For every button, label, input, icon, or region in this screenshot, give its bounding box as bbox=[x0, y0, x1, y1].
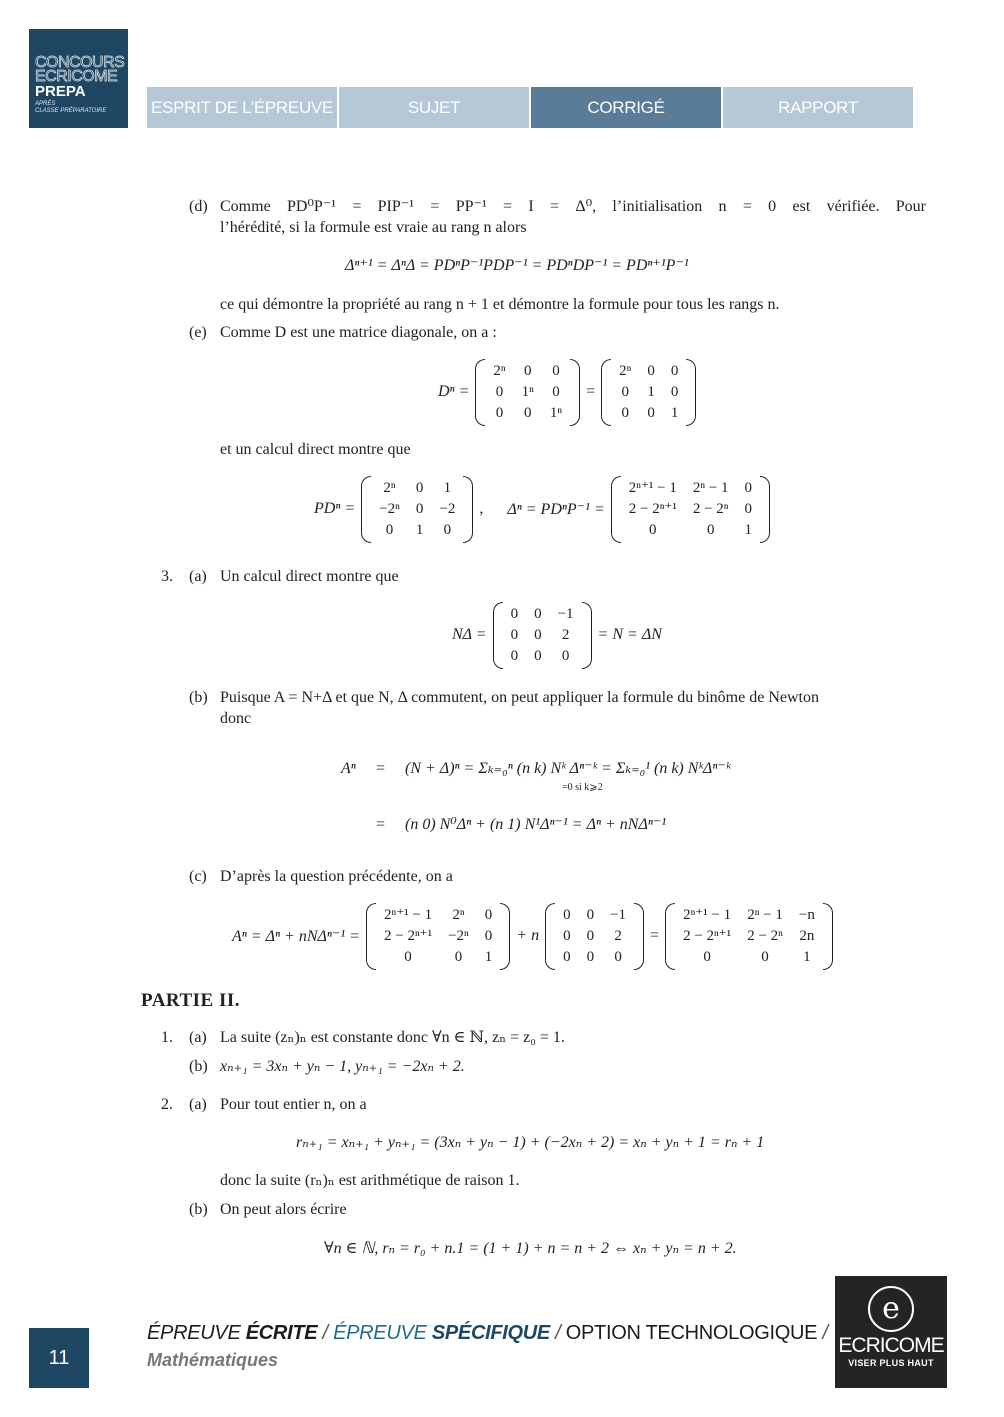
3b-eq2-rhs: (n 0) N⁰Δⁿ + (n 1) N¹Δⁿ⁻¹ = Δⁿ + nNΔⁿ⁻¹ bbox=[405, 816, 667, 833]
logo-line-apres: APRÈS bbox=[35, 101, 56, 107]
matrix-cell: 1 bbox=[443, 479, 452, 496]
matrix-cell: 0 bbox=[563, 927, 571, 944]
section-tabs bbox=[147, 87, 913, 128]
matrix-cell: −2ⁿ bbox=[448, 927, 469, 944]
3b-line-1: Puisque A = N+Δ et que N, Δ commutent, on peut appliquer la formule du binôme de Newton bbox=[220, 689, 819, 706]
matrix-cell: 2 − 2ⁿ⁺¹ bbox=[628, 500, 677, 517]
2a-text: Pour tout entier n, on a bbox=[220, 1096, 367, 1113]
matrix-bracket-left bbox=[545, 903, 555, 970]
matrix-cell: 1 bbox=[744, 521, 753, 538]
e-Deltan-lhs: Δⁿ = PDⁿP⁻¹ = bbox=[507, 501, 605, 518]
matrix-bracket-left bbox=[361, 476, 371, 543]
matrix-body bbox=[371, 478, 463, 541]
matrix bbox=[601, 359, 696, 426]
logo-line-classe: CLASSE PRÉPARATOIRE bbox=[35, 108, 107, 114]
matrix-row bbox=[503, 646, 582, 667]
equals-sign: = bbox=[376, 816, 386, 833]
matrix-row bbox=[611, 403, 686, 424]
item-label-2b: (b) bbox=[189, 1201, 208, 1218]
part-title: PARTIE II. bbox=[141, 990, 240, 1011]
item-label-d: (d) bbox=[189, 198, 208, 215]
matrix-row bbox=[621, 520, 760, 541]
matrix-row bbox=[371, 478, 463, 499]
matrix-cell: 0 bbox=[621, 383, 629, 400]
matrix-cell: 0 bbox=[510, 647, 519, 664]
matrix bbox=[611, 476, 770, 543]
matrix-cell: 2ⁿ − 1 bbox=[747, 906, 783, 923]
equals-sign: = bbox=[586, 383, 596, 400]
2b-equation: ∀n ∈ ℕ, rₙ = r₀ + n.1 = (1 + 1) + n = n + 2 ⇔ xₙ + yₙ = n + 2. bbox=[324, 1240, 737, 1257]
matrix-cell: 0 bbox=[495, 404, 504, 421]
matrix-cell: 0 bbox=[404, 948, 412, 965]
item-label-3a: (a) bbox=[189, 568, 207, 585]
matrix-row bbox=[555, 905, 634, 926]
matrix-row bbox=[675, 926, 823, 947]
3c-equation bbox=[226, 901, 833, 971]
matrix-body bbox=[621, 478, 760, 541]
logo-line-prepa: PREPA bbox=[35, 83, 86, 100]
matrix-cell: 0 bbox=[523, 362, 532, 379]
matrix-cell: −2 bbox=[439, 500, 456, 517]
matrix-row bbox=[621, 478, 760, 499]
logo-line-concours: CONCOURS bbox=[35, 54, 125, 71]
matrix-bracket-left bbox=[475, 359, 485, 426]
footer-word-specifique: SPÉCIFIQUE bbox=[431, 1322, 550, 1344]
footer-word-ecrite: ÉCRITE bbox=[245, 1322, 318, 1344]
matrix-cell: 0 bbox=[563, 948, 571, 965]
matrix-row bbox=[675, 905, 823, 926]
d-line-1: Comme PD⁰P⁻¹ = PIP⁻¹ = PP⁻¹ = I = Δ⁰, l’initialisation n = 0 est vérifiée. Pour bbox=[220, 198, 926, 215]
footer-separator: / bbox=[817, 1322, 828, 1344]
3b-eq1-rhs: (N + Δ)ⁿ = Σₖ₌₀ⁿ (n k) Nᵏ Δⁿ⁻ᵏ = Σₖ₌₀¹ (n k) NᵏΔⁿ⁻ᵏ bbox=[405, 760, 731, 777]
matrix-row bbox=[503, 625, 582, 646]
matrix-cell: 0 bbox=[552, 383, 560, 400]
e-logo-icon: e bbox=[868, 1286, 914, 1332]
matrix-body bbox=[485, 361, 570, 424]
equals-sign: = bbox=[650, 927, 660, 944]
matrix-bracket-left bbox=[601, 359, 611, 426]
matrix-cell: −2ⁿ bbox=[379, 500, 400, 517]
matrix-cell: 2ⁿ bbox=[452, 906, 465, 923]
item-label-2: 2. bbox=[161, 1096, 173, 1113]
matrix-row bbox=[485, 361, 570, 382]
matrix-cell: 2ⁿ⁺¹ − 1 bbox=[683, 906, 732, 923]
e-PDn-equation bbox=[308, 474, 770, 544]
matrix bbox=[493, 602, 592, 669]
matrix-cell: 0 bbox=[385, 521, 394, 538]
matrix-bracket-right bbox=[634, 903, 644, 970]
matrix-cell: 2 − 2ⁿ bbox=[692, 500, 729, 517]
matrix-body bbox=[675, 905, 823, 968]
matrix-bracket-right bbox=[463, 476, 473, 543]
2b-text: On peut alors écrire bbox=[220, 1201, 347, 1218]
matrix-cell: 0 bbox=[647, 362, 655, 379]
matrix-cell: −1 bbox=[610, 906, 627, 923]
matrix-row bbox=[485, 382, 570, 403]
matrix-row bbox=[371, 499, 463, 520]
matrix-cell: 0 bbox=[510, 626, 519, 643]
matrix-cell: 2 − 2ⁿ⁺¹ bbox=[383, 927, 433, 944]
matrix-cell: 0 bbox=[484, 906, 493, 923]
tab-corrige[interactable]: CORRIGÉ bbox=[531, 87, 721, 128]
matrix-cell: 0 bbox=[706, 521, 715, 538]
matrix-cell: 1 bbox=[415, 521, 424, 538]
e-Dn-lhs: Dⁿ = bbox=[438, 383, 470, 400]
matrix-cell: 1 bbox=[647, 383, 655, 400]
d-line-3: ce qui démontre la propriété au rang n + 1 et démontre la formule pour tous les rangs n. bbox=[220, 296, 780, 313]
footer-word-epreuve-2: ÉPREUVE bbox=[333, 1322, 432, 1344]
matrix-cell: 0 bbox=[649, 521, 657, 538]
e-line-1: Comme D est une matrice diagonale, on a : bbox=[220, 324, 497, 341]
matrix bbox=[475, 359, 580, 426]
d-equation: Δⁿ⁺¹ = ΔⁿΔ = PDⁿP⁻¹PDP⁻¹ = PDⁿDP⁻¹ = PDⁿ⁺¹P⁻¹ bbox=[345, 257, 689, 274]
item-label-1: 1. bbox=[161, 1029, 173, 1046]
matrix-cell: 2ⁿ bbox=[493, 362, 506, 379]
matrix bbox=[545, 903, 644, 970]
exam-type-line bbox=[147, 1322, 828, 1345]
matrix-row bbox=[376, 926, 500, 947]
matrix-cell: 2 bbox=[614, 927, 622, 944]
1a-text: La suite (zₙ)ₙ est constante donc ∀n ∈ ℕ, zₙ = z₀ = 1. bbox=[220, 1029, 565, 1046]
matrix-cell: 0 bbox=[523, 404, 532, 421]
ecricome-prepa-logo bbox=[29, 29, 128, 128]
matrix-cell: 0 bbox=[484, 927, 493, 944]
matrix-bracket-right bbox=[760, 476, 770, 543]
matrix-cell: 0 bbox=[670, 362, 679, 379]
3c-plus-n: + n bbox=[516, 927, 540, 944]
3b-underbrace-note: =0 si k⩾2 bbox=[562, 782, 603, 793]
matrix-body bbox=[611, 361, 686, 424]
matrix-bracket-left bbox=[665, 903, 675, 970]
matrix-body bbox=[376, 905, 500, 968]
matrix-row bbox=[675, 947, 823, 968]
page-number: 11 bbox=[29, 1328, 89, 1388]
matrix-bracket-right bbox=[500, 903, 510, 970]
matrix-cell: 1ⁿ bbox=[549, 404, 563, 421]
matrix-row bbox=[621, 499, 760, 520]
matrix-cell: −n bbox=[798, 906, 815, 923]
comma: , bbox=[479, 500, 484, 517]
matrix-bracket-left bbox=[493, 602, 503, 669]
matrix-cell: 0 bbox=[443, 521, 452, 538]
matrix-cell: 2ⁿ bbox=[619, 362, 632, 379]
3c-line-1: D’après la question précédente, on a bbox=[220, 868, 453, 885]
matrix-cell: 2ⁿ⁺¹ − 1 bbox=[383, 906, 433, 923]
matrix-row bbox=[611, 382, 686, 403]
item-label-2a: (a) bbox=[189, 1096, 207, 1113]
matrix-cell: 0 bbox=[415, 500, 424, 517]
e-Dn-equation bbox=[432, 357, 696, 427]
matrix-cell: 2 − 2ⁿ bbox=[747, 927, 783, 944]
matrix-cell: −1 bbox=[557, 605, 574, 622]
matrix-cell: 2ⁿ − 1 bbox=[692, 479, 729, 496]
matrix-bracket-right bbox=[570, 359, 580, 426]
footer-separator: / bbox=[317, 1322, 334, 1344]
1b-text: xₙ₊₁ = 3xₙ + yₙ − 1, yₙ₊₁ = −2xₙ + 2. bbox=[220, 1058, 465, 1075]
3a-lhs: NΔ = bbox=[452, 626, 487, 643]
matrix-cell: 0 bbox=[510, 605, 519, 622]
matrix-cell: 0 bbox=[415, 479, 424, 496]
matrix-cell: 1 bbox=[670, 404, 679, 421]
matrix-cell: 0 bbox=[495, 383, 504, 400]
subject-name: Mathématiques bbox=[147, 1350, 279, 1370]
matrix-cell: 2 bbox=[561, 626, 570, 643]
matrix-cell: 0 bbox=[761, 948, 769, 965]
matrix-body bbox=[555, 905, 634, 968]
brand-slogan: VISER PLUS HAUT bbox=[848, 1358, 934, 1368]
matrix-cell: 0 bbox=[586, 906, 595, 923]
e-PDn-lhs: PDⁿ = bbox=[314, 500, 356, 517]
matrix-row bbox=[376, 905, 500, 926]
2a-equation: rₙ₊₁ = xₙ₊₁ + yₙ₊₁ = (3xₙ + yₙ − 1) + (−2xₙ + 2) = xₙ + yₙ + 1 = rₙ + 1 bbox=[296, 1134, 765, 1151]
matrix-row bbox=[376, 947, 500, 968]
matrix-row bbox=[485, 403, 570, 424]
3b-line-2: donc bbox=[220, 710, 252, 727]
logo-line-ecricome: ECRICOME bbox=[35, 68, 118, 85]
footer-separator: / bbox=[549, 1322, 566, 1344]
matrix-cell: 2ⁿ⁺¹ − 1 bbox=[628, 479, 677, 496]
3a-line-1: Un calcul direct montre que bbox=[220, 568, 399, 585]
tab-rapport[interactable]: RAPPORT bbox=[723, 87, 913, 128]
matrix-cell: 0 bbox=[563, 906, 571, 923]
matrix-body bbox=[503, 604, 582, 667]
e-line-2: et un calcul direct montre que bbox=[220, 441, 411, 458]
equals-sign: = bbox=[376, 760, 386, 777]
matrix-cell: 0 bbox=[586, 927, 595, 944]
ecricome-brand-logo bbox=[835, 1276, 947, 1388]
matrix-bracket-left bbox=[611, 476, 621, 543]
matrix-row bbox=[503, 604, 582, 625]
3a-equation bbox=[446, 600, 668, 670]
matrix-cell: 0 bbox=[621, 404, 629, 421]
matrix-cell: 0 bbox=[534, 605, 542, 622]
matrix-cell: 0 bbox=[534, 647, 542, 664]
matrix-cell: 0 bbox=[670, 383, 679, 400]
matrix-bracket-left bbox=[366, 903, 376, 970]
matrix-row bbox=[611, 361, 686, 382]
matrix bbox=[366, 903, 510, 970]
3c-lhs: Aⁿ = Δⁿ + nNΔⁿ⁻¹ = bbox=[232, 928, 360, 945]
matrix-cell: 0 bbox=[647, 404, 655, 421]
matrix-cell: 2 − 2ⁿ⁺¹ bbox=[683, 927, 732, 944]
matrix bbox=[665, 903, 833, 970]
tab-sujet[interactable]: SUJET bbox=[339, 87, 529, 128]
matrix-row bbox=[371, 520, 463, 541]
matrix-cell: 0 bbox=[744, 479, 753, 496]
matrix-cell: 0 bbox=[744, 500, 753, 517]
matrix-cell: 1 bbox=[484, 948, 493, 965]
matrix-cell: 0 bbox=[586, 948, 595, 965]
matrix-cell: 0 bbox=[614, 948, 622, 965]
matrix-cell: 0 bbox=[703, 948, 711, 965]
matrix-cell: 0 bbox=[561, 647, 570, 664]
item-label-1a: (a) bbox=[189, 1029, 207, 1046]
matrix-cell: 0 bbox=[454, 948, 463, 965]
item-label-3b: (b) bbox=[189, 689, 208, 706]
item-label-e: (e) bbox=[189, 324, 207, 341]
matrix-cell: 0 bbox=[552, 362, 560, 379]
matrix-bracket-right bbox=[686, 359, 696, 426]
matrix-cell: 0 bbox=[534, 626, 542, 643]
matrix-row bbox=[555, 947, 634, 968]
3a-rhs: = N = ΔN bbox=[597, 626, 662, 643]
footer-option: OPTION TECHNOLOGIQUE bbox=[565, 1322, 818, 1344]
brand-name: ECRICOME bbox=[838, 1334, 944, 1357]
2a-line-2: donc la suite (rₙ)ₙ est arithmétique de raison 1. bbox=[220, 1172, 520, 1189]
matrix-bracket-right bbox=[582, 602, 592, 669]
d-line-2: l’hérédité, si la formule est vraie au rang n alors bbox=[220, 219, 527, 236]
item-label-1b: (b) bbox=[189, 1058, 208, 1075]
matrix-bracket-right bbox=[823, 903, 833, 970]
matrix-cell: 1 bbox=[803, 948, 811, 965]
item-label-3c: (c) bbox=[189, 868, 207, 885]
footer-word-epreuve: ÉPREUVE bbox=[147, 1322, 246, 1344]
tab-esprit-epreuve[interactable]: ESPRIT DE L’ÉPREUVE bbox=[147, 87, 337, 128]
matrix bbox=[361, 476, 473, 543]
matrix-cell: 1ⁿ bbox=[521, 383, 534, 400]
matrix-row bbox=[555, 926, 634, 947]
matrix-cell: 2ⁿ bbox=[383, 479, 396, 496]
item-label-3: 3. bbox=[161, 568, 173, 585]
matrix-cell: 2n bbox=[799, 927, 815, 944]
3b-eq1-lhs: Aⁿ bbox=[341, 760, 356, 777]
